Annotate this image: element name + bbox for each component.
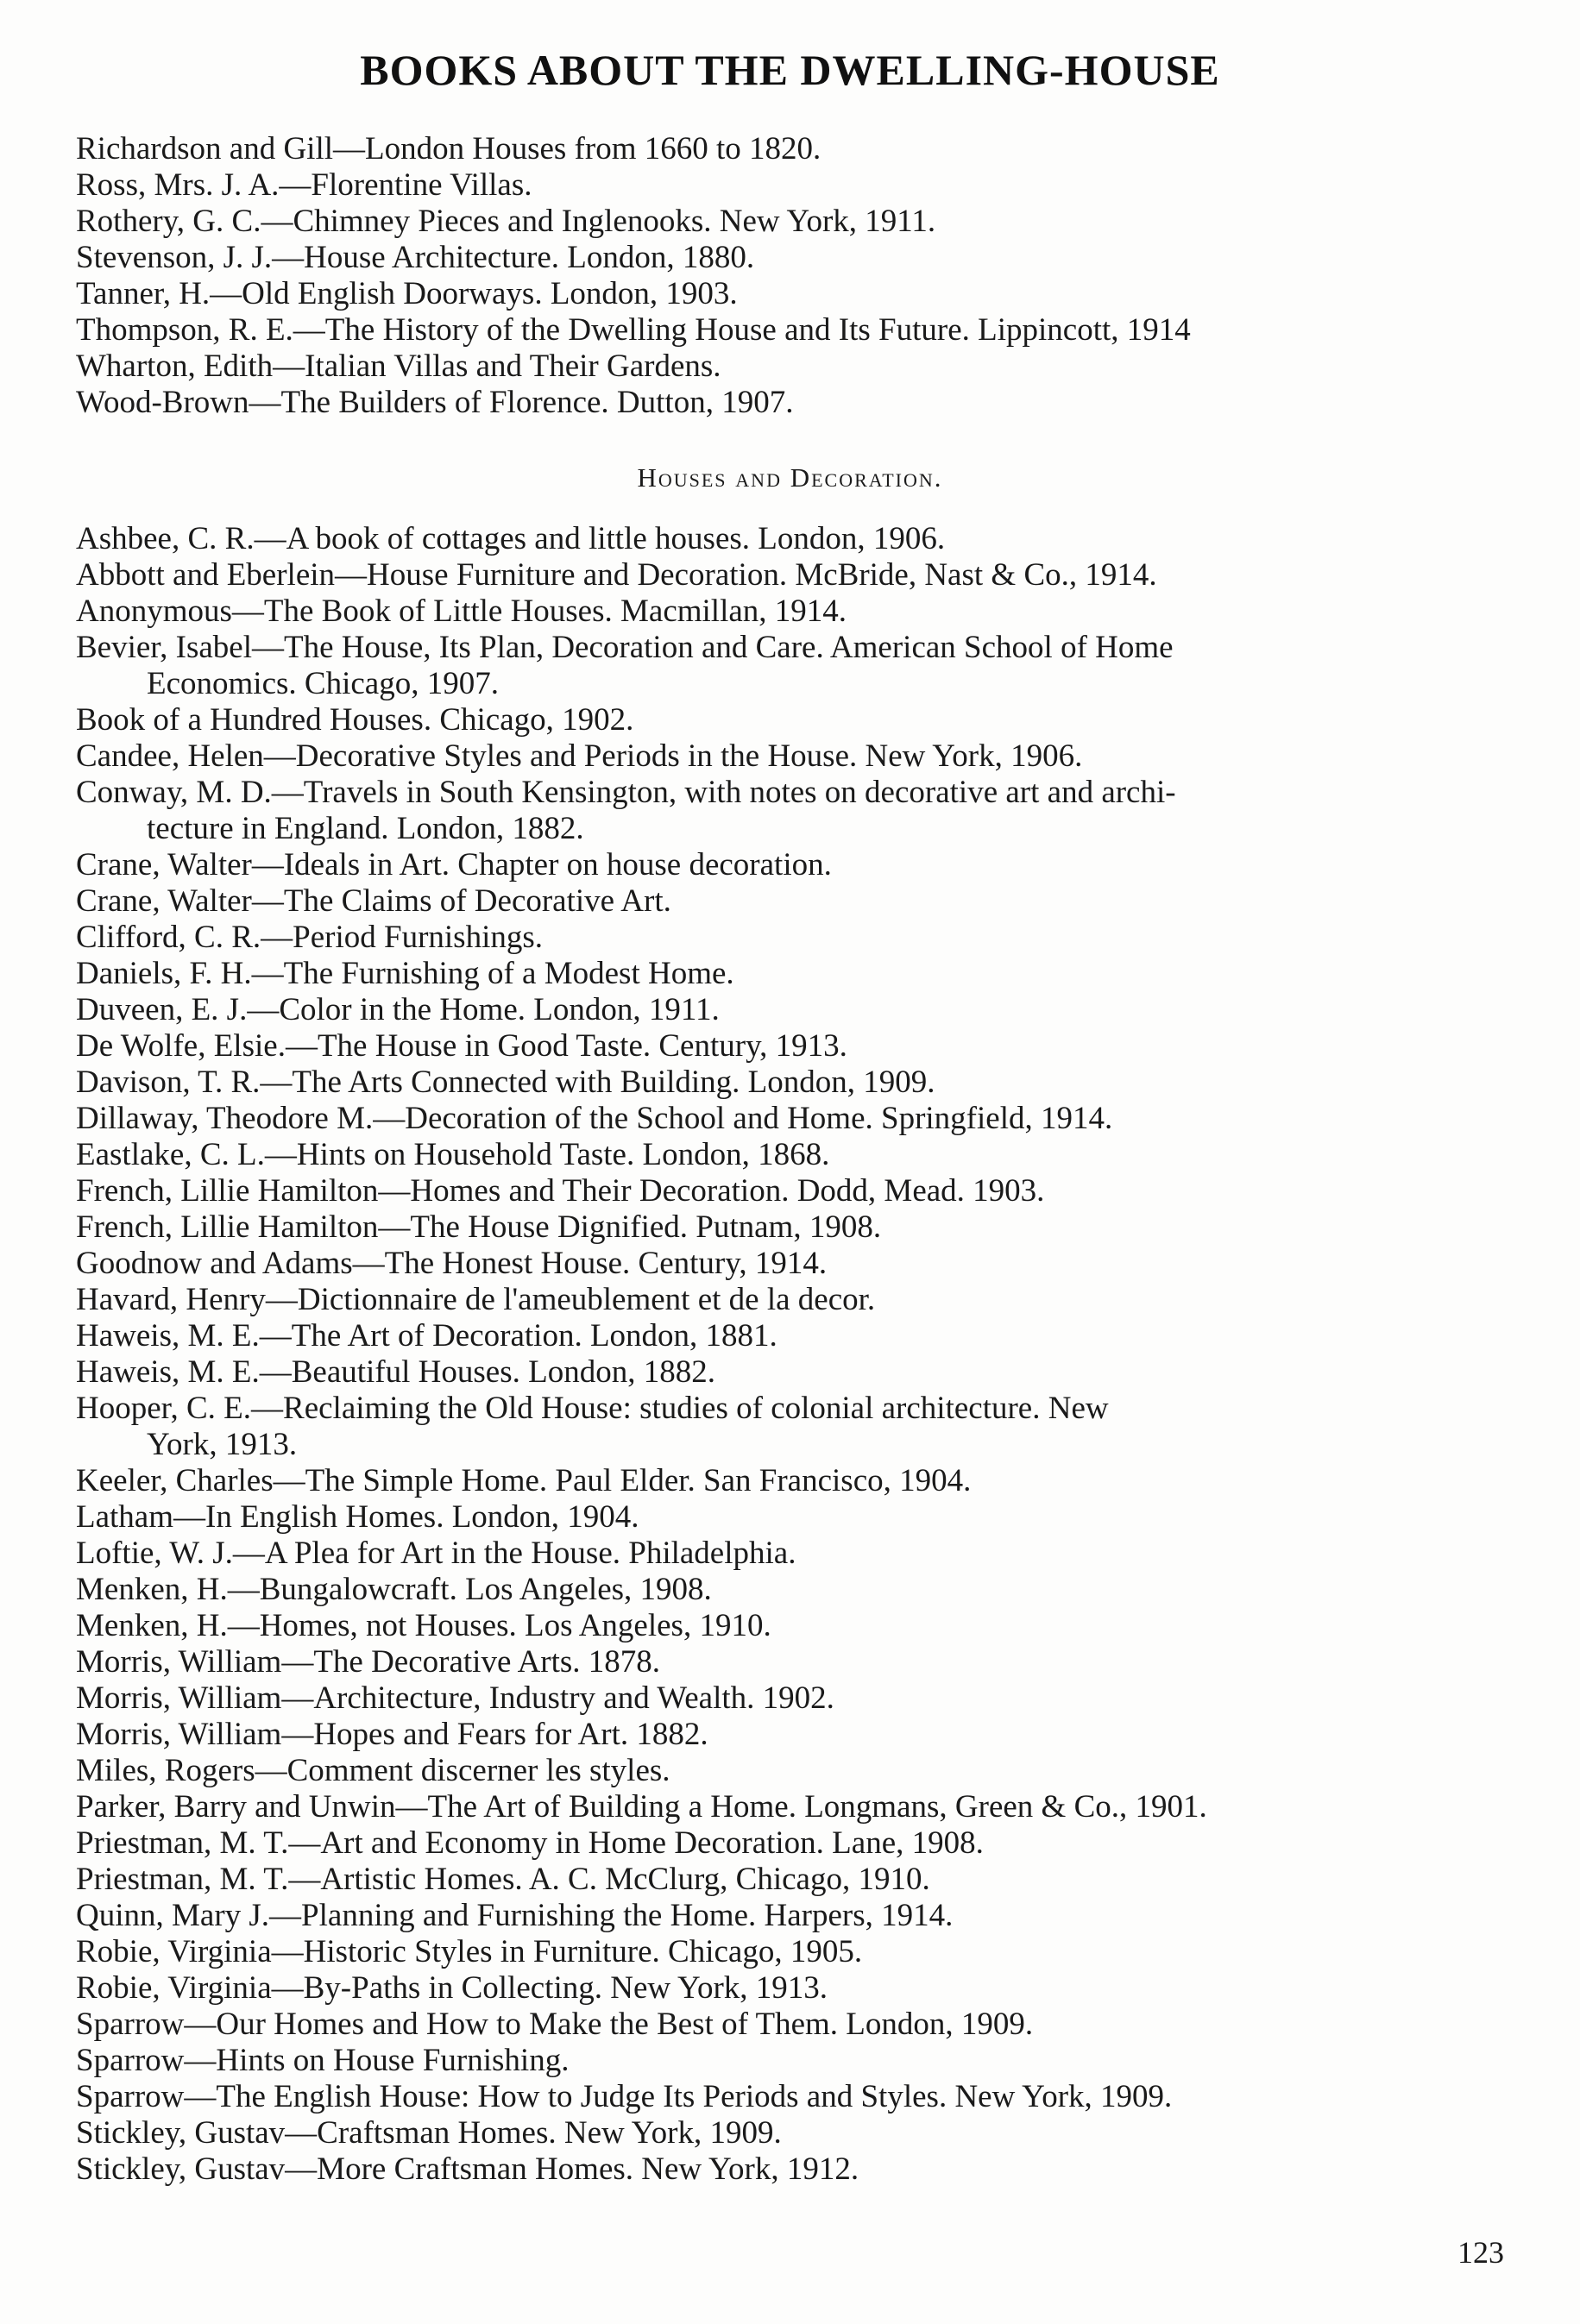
entry-text: Morris, William—Hopes and Fears for Art. 1882. [76, 1717, 708, 1752]
entry-text: Menken, H.—Bungalowcraft. Los Angeles, 1908. [76, 1572, 712, 1607]
section-heading: Houses and Decoration. [637, 462, 943, 493]
entry-text: Daniels, F. H.—The Furnishing of a Modest Home. [76, 956, 734, 991]
entry-text: Latham—In English Homes. London, 1904. [76, 1499, 639, 1535]
entry-text: Duveen, E. J.—Color in the Home. London, 1911. [76, 992, 720, 1027]
entry-text: Eastlake, C. L.—Hints on Household Taste. London, 1868. [76, 1137, 830, 1172]
entry-text: Sparrow—The English House: How to Judge Its Periods and Styles. New York, 1909. [76, 2079, 1173, 2114]
bibliography-entry [76, 1717, 1508, 1753]
entry-text: Crane, Walter—The Claims of Decorative Art. [76, 883, 671, 919]
bibliography-entry [76, 385, 1508, 421]
entry-text: Sparrow—Our Homes and How to Make the Best of Them. London, 1909. [76, 2007, 1034, 2042]
bibliography-entry [76, 1065, 1508, 1101]
entry-text: Book of a Hundred Houses. Chicago, 1902. [76, 702, 634, 738]
bibliography-entry [76, 1209, 1508, 1246]
bibliography-entry [76, 738, 1508, 775]
entry-text: Candee, Helen—Decorative Styles and Periods in the House. New York, 1906. [76, 738, 1083, 774]
entry-text: Sparrow—Hints on House Furnishing. [76, 2043, 570, 2078]
bibliography-entry [76, 167, 1508, 204]
bibliography-entry [76, 204, 1508, 240]
bibliography-entry [76, 1789, 1508, 1825]
bibliography-entry [76, 1101, 1508, 1137]
entry-text: Abbott and Eberlein—House Furniture and Decoration. McBride, Nast & Co., 1914. [76, 557, 1157, 593]
bibliography-entry [76, 1137, 1508, 1173]
bibliography-entry [76, 349, 1508, 385]
bibliography-entry [76, 992, 1508, 1028]
bibliography-entry [76, 2151, 1508, 2188]
entry-text: French, Lillie Hamilton—Homes and Their Decoration. Dodd, Mead. 1903. [76, 1173, 1045, 1209]
bibliography-entry [76, 240, 1508, 276]
bibliography-entry [76, 1970, 1508, 2007]
entry-text: Menken, H.—Homes, not Houses. Los Angeles, 1910. [76, 1608, 771, 1643]
entry-text: De Wolfe, Elsie.—The House in Good Taste. Century, 1913. [76, 1028, 847, 1064]
bibliography-entry [76, 956, 1508, 992]
entry-text: Goodnow and Adams—The Honest House. Century, 1914. [76, 1246, 828, 1281]
bibliography-entry [76, 630, 1508, 702]
entry-text: Clifford, C. R.—Period Furnishings. [76, 920, 543, 955]
entry-text: Robie, Virginia—Historic Styles in Furniture. Chicago, 1905. [76, 1934, 863, 1969]
bibliography-entry [76, 557, 1508, 594]
bibliography-entry [76, 1680, 1508, 1717]
entry-text: Loftie, W. J.—A Plea for Art in the House. Philadelphia. [76, 1536, 796, 1571]
entry-text: Stickley, Gustav—More Craftsman Homes. New York, 1912. [76, 2151, 859, 2187]
bibliography-entry [76, 521, 1508, 557]
bibliography-entry [76, 2079, 1508, 2115]
entry-text: Davison, T. R.—The Arts Connected with Building. London, 1909. [76, 1065, 935, 1100]
entry-text: Havard, Henry—Dictionnaire de l'ameublement et de la decor. [76, 1282, 876, 1317]
bibliography-entry [76, 1028, 1508, 1065]
entry-continuation: York, 1913. [147, 1427, 298, 1462]
entry-text: Tanner, H.—Old English Doorways. London, 1903. [76, 276, 738, 311]
bibliography-entry [76, 1934, 1508, 1970]
bibliography-entry [76, 1282, 1508, 1318]
entry-text: Stickley, Gustav—Craftsman Homes. New York, 1909. [76, 2115, 782, 2151]
bibliography-entry [76, 1825, 1508, 1862]
entry-text: Ross, Mrs. J. A.—Florentine Villas. [76, 167, 532, 203]
entry-text: Stevenson, J. J.—House Architecture. London, 1880. [76, 240, 755, 275]
bibliography-entry [76, 276, 1508, 312]
page-title: BOOKS ABOUT THE DWELLING-HOUSE [360, 46, 1220, 94]
entry-text: Wood-Brown—The Builders of Florence. Dutton, 1907. [76, 385, 794, 420]
bibliography-entry [76, 1246, 1508, 1282]
bibliography-entry [76, 1898, 1508, 1934]
entry-text: Hooper, C. E.—Reclaiming the Old House: studies of colonial architecture. New [76, 1391, 1109, 1426]
entry-text: Quinn, Mary J.—Planning and Furnishing the Home. Harpers, 1914. [76, 1898, 954, 1933]
bibliography-list-top [76, 131, 1508, 421]
bibliography-entry [76, 131, 1508, 167]
entry-text: Haweis, M. E.—The Art of Decoration. London, 1881. [76, 1318, 777, 1354]
bibliography-entry [76, 1608, 1508, 1644]
bibliography-entry [76, 1318, 1508, 1354]
entry-text: Haweis, M. E.—Beautiful Houses. London, 1882. [76, 1354, 715, 1390]
bibliography-list-houses-decoration [76, 521, 1508, 2188]
bibliography-entry [76, 1572, 1508, 1608]
entry-text: Morris, William—Architecture, Industry and Wealth. 1902. [76, 1680, 834, 1716]
entry-text: Dillaway, Theodore M.—Decoration of the School and Home. Springfield, 1914. [76, 1101, 1113, 1136]
entry-text: Keeler, Charles—The Simple Home. Paul Elder. San Francisco, 1904. [76, 1463, 972, 1498]
entry-continuation: tecture in England. London, 1882. [147, 811, 584, 846]
bibliography-entry [76, 1463, 1508, 1499]
bibliography-entry [76, 2115, 1508, 2151]
entry-text: Priestman, M. T.—Artistic Homes. A. C. McClurg, Chicago, 1910. [76, 1862, 930, 1897]
bibliography-entry [76, 2043, 1508, 2079]
bibliography-entry [76, 1862, 1508, 1898]
entry-text: Thompson, R. E.—The History of the Dwelling House and Its Future. Lippincott, 1914 [76, 312, 1191, 348]
entry-text: Miles, Rogers—Comment discerner les styles. [76, 1753, 670, 1788]
entry-text: Bevier, Isabel—The House, Its Plan, Decoration and Care. American School of Home [76, 630, 1174, 665]
entry-text: Conway, M. D.—Travels in South Kensington, with notes on decorative art and archi- [76, 775, 1176, 810]
bibliography-entry [76, 702, 1508, 738]
entry-text: Parker, Barry and Unwin—The Art of Building a Home. Longmans, Green & Co., 1901. [76, 1789, 1207, 1825]
entry-text: Richardson and Gill—London Houses from 1660 to 1820. [76, 131, 821, 166]
entry-text: Crane, Walter—Ideals in Art. Chapter on house decoration. [76, 847, 832, 882]
bibliography-entry [76, 883, 1508, 920]
page-number: 123 [1457, 2235, 1504, 2270]
entry-text: French, Lillie Hamilton—The House Dignified. Putnam, 1908. [76, 1209, 882, 1245]
bibliography-entry [76, 775, 1508, 847]
entry-continuation: Economics. Chicago, 1907. [147, 666, 499, 701]
bibliography-entry [76, 1499, 1508, 1536]
entry-text: Robie, Virginia—By-Paths in Collecting. New York, 1913. [76, 1970, 828, 2006]
bibliography-entry [76, 312, 1508, 349]
bibliography-entry [76, 1354, 1508, 1391]
bibliography-entry [76, 920, 1508, 956]
entry-text: Wharton, Edith—Italian Villas and Their Gardens. [76, 349, 721, 384]
bibliography-entry [76, 1644, 1508, 1680]
bibliography-entry [76, 1536, 1508, 1572]
bibliography-entry [76, 2007, 1508, 2043]
bibliography-entry [76, 847, 1508, 883]
bibliography-entry [76, 1391, 1508, 1463]
entry-text: Morris, William—The Decorative Arts. 1878. [76, 1644, 661, 1680]
entry-text: Rothery, G. C.—Chimney Pieces and Inglenooks. New York, 1911. [76, 204, 936, 239]
bibliography-entry [76, 594, 1508, 630]
bibliography-entry [76, 1753, 1508, 1789]
entry-text: Ashbee, C. R.—A book of cottages and little houses. London, 1906. [76, 521, 946, 556]
entry-text: Anonymous—The Book of Little Houses. Macmillan, 1914. [76, 594, 847, 629]
bibliography-entry [76, 1173, 1508, 1209]
entry-text: Priestman, M. T.—Art and Economy in Home Decoration. Lane, 1908. [76, 1825, 984, 1861]
